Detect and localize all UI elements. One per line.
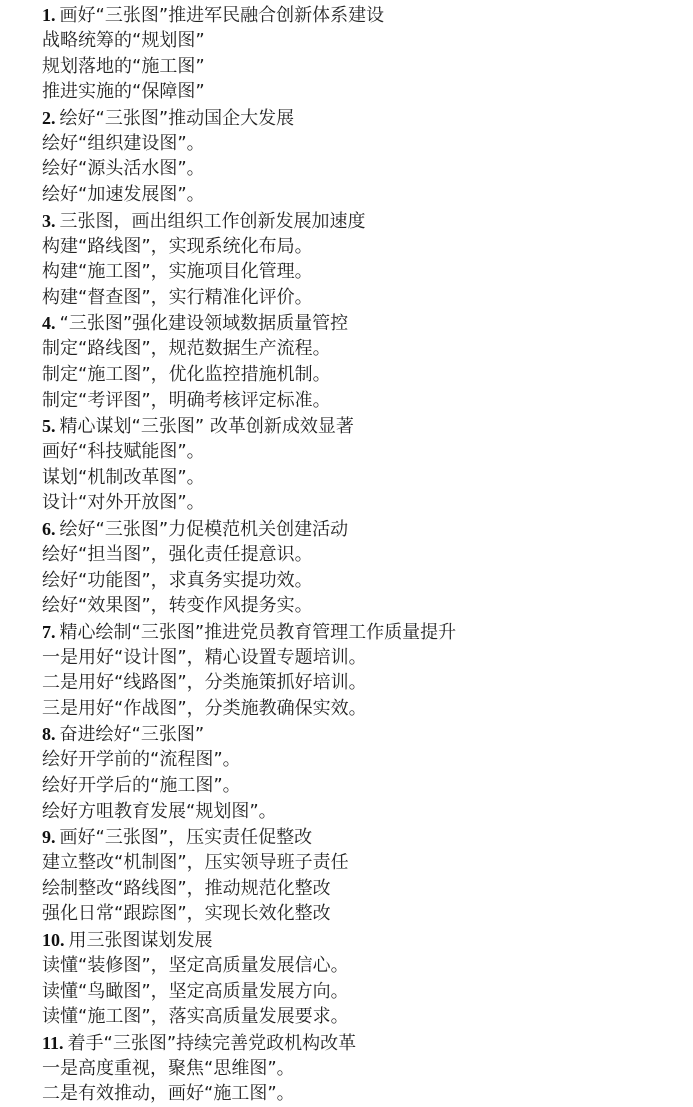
list-item: 设计“对外开放图”。 [42,492,205,514]
list-item: 规划落地的“施工图” [42,55,205,77]
section-heading [42,105,693,131]
section-title: 精心绘制“三张图”推进党员教育管理工作质量提升 [59,621,457,643]
list-item: 二是用好“线路图”，分类施策抓好培训。 [42,672,367,694]
list-item: 画好“科技赋能图”。 [42,441,205,463]
list-item: 制定“考评图”，明确考核评定标准。 [42,389,331,411]
section-title: 奋进绘好“三张图” [59,724,205,746]
list-item: 强化日常“跟踪图”，实现长效化整改 [42,903,331,925]
list-item: 绘好“效果图”，转变作风提务实。 [42,595,313,617]
section-title: 画好“三张图”推进军民融合创新体系建设 [59,5,385,26]
section-1 [42,2,693,105]
section-title: 三张图，画出组织工作创新发展加速度 [59,210,366,232]
list-item: 读懂“施工图”，落实高质量发展要求。 [42,1006,349,1028]
list-item: 绘好“功能图”，求真务实提功效。 [42,569,313,591]
list-item: 绘好开学前的“流程图”。 [42,749,241,771]
section-heading [42,619,693,645]
section-heading [42,413,693,439]
list-item: 制定“路线图”，规范数据生产流程。 [42,338,331,360]
list-item: 推进实施的“保障图” [42,81,205,103]
list-item: 构建“路线图”，实现系统化布局。 [42,235,313,257]
list-item: 制定“施工图”，优化监控措施机制。 [42,363,331,385]
section-title: 画好“三张图”，压实责任促整改 [59,827,313,849]
section-6 [42,516,693,619]
section-5 [42,413,693,516]
list-item: 二是有效推动，画好“施工图”。 [42,1083,295,1105]
section-3 [42,208,693,311]
list-item: 读懂“鸟瞰图”，坚定高质量发展方向。 [42,980,349,1002]
section-title: 绘好“三张图”推动国企大发展 [59,107,295,129]
list-item: 构建“督查图”，实行精准化评价。 [42,286,313,308]
list-item: 建立整改“机制图”，压实领导班子责任 [42,852,349,874]
list-item: 绘好开学后的“施工图”。 [42,775,241,797]
list-item: 构建“施工图”，实施项目化管理。 [42,261,313,283]
section-11 [42,1030,693,1107]
section-number: 4. [42,313,56,334]
section-number: 11. [42,1032,64,1053]
list-item: 三是用好“作战图”，分类施教确保实效。 [42,697,367,719]
list-item: 一是高度重视，聚焦“思维图”。 [42,1057,295,1079]
section-title: 精心谋划“三张图” 改革创新成效显著 [59,416,354,438]
document-body [42,2,693,1107]
section-number: 1. [42,5,56,25]
section-heading [42,310,693,336]
list-item: 绘好“担当图”，强化责任提意识。 [42,543,313,565]
section-heading [42,2,693,28]
section-number: 10. [42,930,65,951]
section-number: 3. [42,210,56,231]
section-heading [42,208,693,234]
section-number: 5. [42,416,56,437]
list-item: 战略统筹的“规划图” [42,30,205,51]
list-item: 绘制整改“路线图”，推动规范化整改 [42,877,331,899]
list-item: 读懂“装修图”，坚定高质量发展信心。 [42,955,349,977]
section-number: 9. [42,827,56,848]
section-number: 8. [42,724,56,745]
section-heading [42,1030,693,1056]
section-number: 2. [42,107,56,128]
list-item: 绘好方咀教育发展“规划图”。 [42,800,277,822]
list-item: 绘好“组织建设图”。 [42,132,205,154]
list-item: 一是用好“设计图”，精心设置专题培训。 [42,646,367,668]
section-title: 用三张图谋划发展 [68,930,213,952]
section-2 [42,105,693,208]
section-heading [42,927,693,953]
list-item: 谋划“机制改革图”。 [42,466,205,488]
section-number: 6. [42,518,56,539]
list-item: 绘好“源头活水图”。 [42,158,205,180]
section-heading [42,721,693,747]
section-title: 绘好“三张图”力促模范机关创建活动 [59,518,349,540]
section-9 [42,824,693,927]
section-number: 7. [42,621,56,642]
section-heading [42,516,693,542]
section-title: “三张图”强化建设领域数据质量管控 [59,313,349,335]
section-10 [42,927,693,1030]
section-heading [42,824,693,850]
section-8 [42,721,693,824]
section-title: 着手“三张图”持续完善党政机构改革 [67,1032,357,1054]
section-4 [42,310,693,413]
list-item: 绘好“加速发展图”。 [42,183,205,205]
section-7 [42,619,693,722]
